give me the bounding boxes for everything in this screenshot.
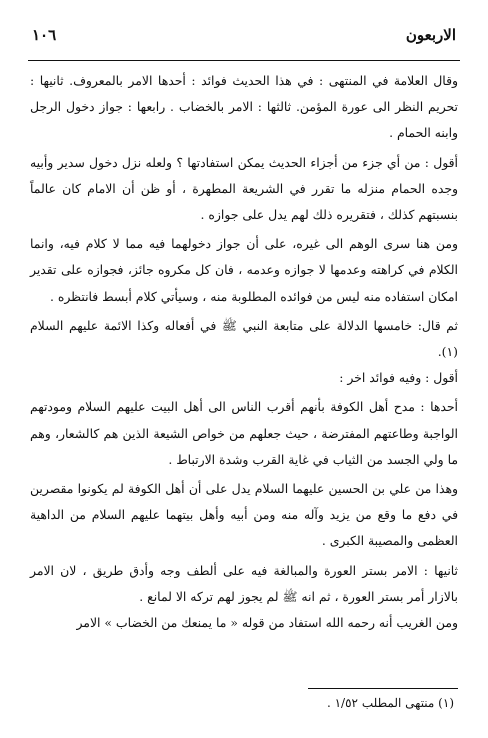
footnote-rule (308, 688, 458, 689)
body-text (30, 68, 458, 636)
paragraph: أقول : وفيه فوائد اخر : (339, 370, 458, 386)
paragraph: ومن هنا سرى الوهم الى غيره، على أن جواز دخولهما فيه مما لا كلام فيه، وانما الكلام في كراهته وعدمها لا جوازه وعدمه ، فان كل مكروه جائز، فجوازه على تقدير امكان استفاده منه ليس من فوائده المطلوبة منه ، وسيأتي كلام أبسط فانتظره . (30, 236, 458, 304)
paragraph: وقال العلامة في المنتهى : في هذا الحديث فوائد : أحدها الامر بالمعروف. ثانيها : تحريم النظر الى عورة المؤمن. ثالثها : الامر بالخضاب . رابعها : جواز دخول الرجل وابنه الحمام . (30, 73, 458, 141)
paragraph: ثانيها : الامر بستر العورة والمبالغة فيه على ألطف وجه وأدق طريق ، لان الامر بالازار أمر بستر العورة ، ثم انه ﷺ لم يجوز لهم تركه الا لمانع . (30, 562, 458, 604)
running-title: الاربعون (405, 26, 456, 44)
paragraph: وهذا من علي بن الحسين عليهما السلام يدل على أن أهل الكوفة لم يكونوا مقصرين في دفع ما وقع من يزيد وآله منه ومن أبيه وأهل بيتهما عليهم السلام من الداهية العظمى والمصيبة الكبرى . (30, 481, 458, 549)
paragraph: ثم قال: خامسها الدلالة على متابعة النبي ﷺ في أفعاله وكذا الائمة عليهم السلام (١). (30, 317, 458, 360)
page-header (28, 18, 460, 58)
paragraph: أحدها : مدح أهل الكوفة بأنهم أقرب الناس الى أهل البيت عليهم السلام ومودتهم الواجبة وطاعتهم المفترضة ، حيث جعلهم من خواص الشيعة الذين هم كالشعار، وهم ما ولي الجسد من الثياب في غاية القرب وشدة الارتباط . (30, 399, 458, 467)
header-rule (28, 60, 460, 61)
paragraph: ومن الغريب أنه رحمه الله استفاد من قوله « ما يمنعك من الخضاب » الامر (76, 615, 458, 631)
page-number: ١٠٦ (32, 26, 57, 44)
paragraph: أقول : من أي جزء من أجزاء الحديث يمكن استفادتها ؟ ولعله نزل دخول سدير وأبيه وجده الحمام منزله ما تقرر في الشريعة المطهرة ، أو ظن أن الامام كان عالماً بنسبتهم كذلك ، فتقريره ذلك لهم يدل على جوازه . (30, 154, 458, 223)
footnote: (١) منتهى المطلب ١/٥٢ . (326, 696, 454, 710)
